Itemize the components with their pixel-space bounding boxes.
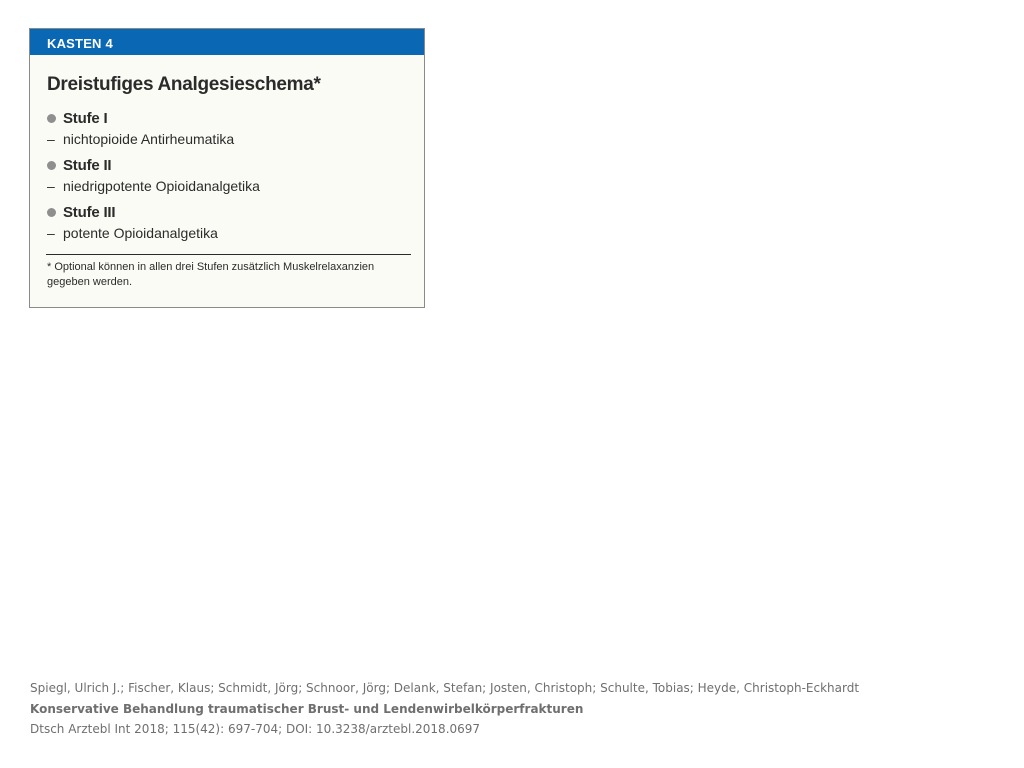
stage-label: Stufe II <box>63 157 112 174</box>
stage-item <box>47 109 234 148</box>
stage-label: Stufe I <box>63 110 108 127</box>
citation <box>30 678 990 740</box>
stage-label: Stufe III <box>63 204 116 221</box>
dash-glyph: – <box>47 177 55 194</box>
dash-glyph: – <box>47 130 55 147</box>
bullet-icon <box>47 161 56 170</box>
bullet-icon <box>47 208 56 217</box>
info-box <box>29 28 425 308</box>
citation-authors: Spiegl, Ulrich J.; Fischer, Klaus; Schmidt, Jörg; Schnoor, Jörg; Delank, Stefan; Josten, Christoph; Schulte, Tobias; Heyde, Christoph-Eckhardt <box>30 681 860 695</box>
dash-glyph: – <box>47 224 55 241</box>
bullet-icon <box>47 114 56 123</box>
citation-title: Konservative Behandlung traumatischer Brust- und Lendenwirbelkörperfrakturen <box>30 701 584 716</box>
box-header: KASTEN 4 <box>30 29 424 55</box>
stage-item <box>47 203 218 242</box>
stage-description: potente Opioidanalgetika <box>63 224 218 241</box>
stage-description: niedrigpotente Opioidanalgetika <box>63 177 260 194</box>
box-title: Dreistufiges Analgesieschema* <box>47 74 321 95</box>
footnote: * Optional können in allen drei Stufen zusätzlich Muskelrelaxanzien gegeben werden. <box>47 261 375 288</box>
citation-source: Dtsch Arztebl Int 2018; 115(42): 697-704; DOI: 10.3238/arztebl.2018.0697 <box>30 722 481 736</box>
footnote-divider <box>46 254 411 255</box>
stage-description: nichtopioide Antirheumatika <box>63 130 235 147</box>
stage-item <box>47 156 260 195</box>
